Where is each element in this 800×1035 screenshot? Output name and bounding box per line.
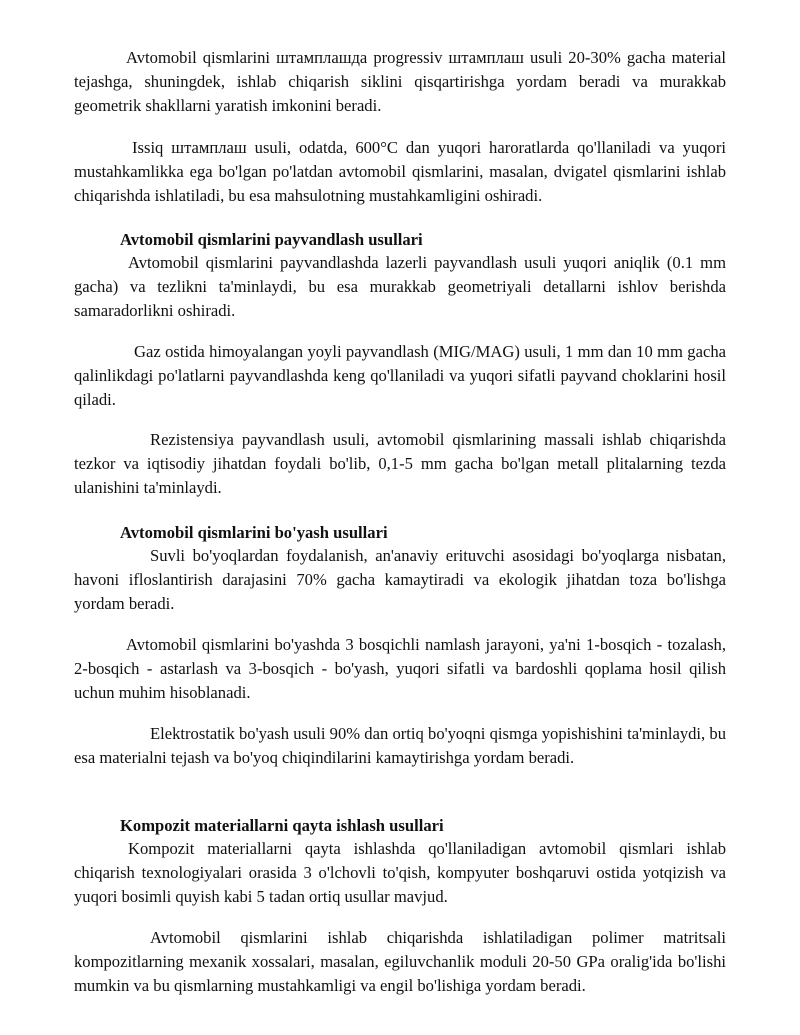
paragraph-electrostatic-painting: Elektrostatik bo'yash usuli 90% dan ortiq bo'yoqni qismga yopishishini ta'minlaydi, bu esa materialni tejash va bo'yoq chiqindilarini kamaytirishga yordam beradi.: [74, 724, 726, 767]
paragraph-laser-welding: Avtomobil qismlarini payvandlashda lazerli payvandlash usuli yuqori aniqlik (0.1 mm gacha) va tezlikni ta'minlaydi, bu esa murakkab geometriyali detallarni ishlov berishda samaradorlikni oshiradi.: [74, 253, 726, 320]
paragraph-resistance-welding: Rezistensiya payvandlash usuli, avtomobil qismlarining massali ishlab chiqarishda tezkor va iqtisodiy jihatdan foydali bo'lib, 0,1-5 mm gacha bo'lgan metall plitalarning tezda ulanishini ta'minlaydi.: [74, 430, 726, 497]
paragraph-hot-stamping: Issiq штамплаш usuli, odatda, 600°C dan yuqori haroratlarda qo'llaniladi va yuqori mustahkamlikka ega bo'lgan po'latdan avtomobil qismlarini, masalan, dvigatel qismlarini ishlab chiqarishda ishlatiladi, bu esa mahsulotning mustahkamligini oshiradi.: [74, 138, 726, 205]
paragraph-composite-methods: Kompozit materiallarni qayta ishlashda qo'llaniladigan avtomobil qismlari ishlab chiqarish texnologiyalari orasida 3 o'lchovli to'qish, kompyuter boshqaruvi ostida yotqizish va yuqori bosimli quyish kabi 5 tadan ortiq usullar mavjud.: [74, 839, 726, 906]
heading-painting: Avtomobil qismlarini bo'yash usullari: [120, 523, 388, 542]
paragraph-polymer-composites: Avtomobil qismlarini ishlab chiqarishda ishlatiladigan polimer matritsali kompozitlarning mexanik xossalari, masalan, egiluvchanlik moduli 20-50 GPa oralig'ida bo'lishi mumkin va bu qismlarning mustahkamligi va engil bo'lishiga yordam beradi.: [74, 928, 726, 995]
paragraph-stamping-progressive: Avtomobil qismlarini штамплашда progressiv штамплаш usuli 20-30% gacha material tejashga, shuningdek, ishlab chiqarish siklini qisqartirishga yordam beradi va murakkab geometrik shakllarni yaratish imkonini beradi.: [74, 48, 726, 115]
heading-composites: Kompozit materiallarni qayta ishlash usullari: [120, 816, 444, 835]
paragraph-three-stage-process: Avtomobil qismlarini bo'yashda 3 bosqichli namlash jarayoni, ya'ni 1-bosqich - tozalash, 2-bosqich - astarlash va 3-bosqich - bo'yash, yuqori sifatli va bardoshli qoplama hosil qilish uchun muhim hisoblanadi.: [74, 635, 726, 702]
heading-welding: Avtomobil qismlarini payvandlash usullari: [120, 230, 423, 249]
paragraph-water-paints: Suvli bo'yoqlardan foydalanish, an'anaviy erituvchi asosidagi bo'yoqlarga nisbatan, havoni ifloslantirish darajasini 70% gacha kamaytiradi va ekologik jihatdan toza bo'lishga yordam beradi.: [74, 546, 726, 613]
paragraph-mig-mag-welding: Gaz ostida himoyalangan yoyli payvandlash (MIG/MAG) usuli, 1 mm dan 10 mm gacha qalinlikdagi po'latlarni payvandlashda keng qo'llaniladi va yuqori sifatli payvand choklarini hosil qiladi.: [74, 342, 726, 409]
